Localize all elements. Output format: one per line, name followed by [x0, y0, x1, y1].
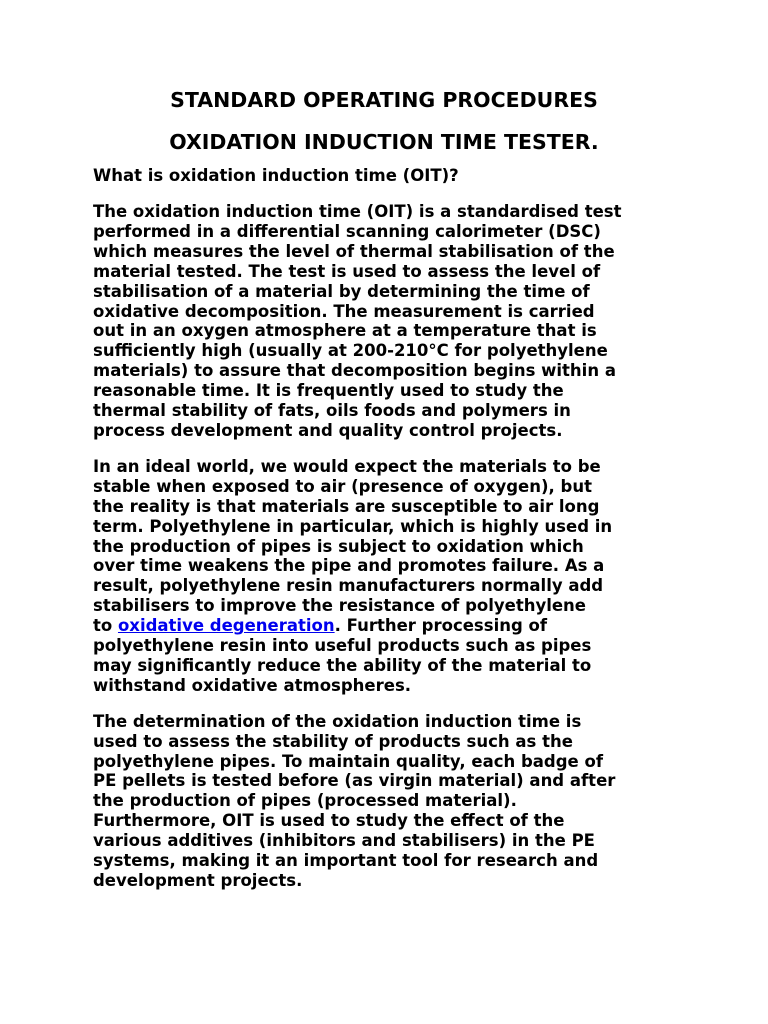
paragraph-line: out in an oxygen atmosphere at a temperature that is — [93, 321, 597, 341]
oxidative-degeneration-link[interactable]: oxidative degeneration — [117, 616, 335, 636]
paragraph-line: The oxidation induction time (OIT) is a standardised test — [93, 202, 622, 221]
paragraph-3 — [93, 712, 675, 891]
paragraph-line: may significantly reduce the ability of the material to — [93, 655, 592, 675]
paragraph-line: polyethylene resin into useful products such as pipes — [93, 636, 592, 656]
paragraph-line: result, polyethylene resin manufacturers normally add — [93, 576, 604, 596]
paragraph-1 — [93, 202, 675, 441]
paragraph-line-with-link — [93, 616, 675, 636]
paragraph-line: stable when exposed to air (presence of oxygen), but — [93, 476, 592, 496]
title-line-1: STANDARD OPERATING PROCEDURES — [170, 88, 598, 112]
paragraph-line: Furthermore, OIT is used to study the effect of the — [93, 811, 565, 831]
paragraph-line: used to assess the stability of products such as the — [93, 731, 573, 751]
paragraph-line: stabilisers to improve the resistance of polyethylene — [93, 596, 586, 616]
paragraph-line: process development and quality control projects. — [93, 420, 563, 440]
title-line-2: OXIDATION INDUCTION TIME TESTER. — [169, 130, 599, 154]
paragraph-line: performed in a differential scanning calorimeter (DSC) — [93, 221, 601, 241]
paragraph-line: oxidative decomposition. The measurement is carried — [93, 301, 595, 321]
paragraph-line: various additives (inhibitors and stabilisers) in the PE — [93, 831, 595, 851]
paragraph-line: term. Polyethylene in particular, which is highly used in — [93, 516, 613, 536]
paragraph-line: the production of pipes (processed material). — [93, 791, 517, 811]
section-question: What is oxidation induction time (OIT)? — [93, 166, 459, 185]
paragraph-line: reasonable time. It is frequently used to study the — [93, 381, 564, 401]
paragraph-line: withstand oxidative atmospheres. — [93, 675, 412, 695]
paragraph-line: materials) to assure that decomposition begins within a — [93, 361, 616, 381]
link-suffix: . Further processing of — [334, 616, 548, 636]
paragraph-line: the production of pipes is subject to oxidation which — [93, 536, 584, 556]
paragraph-line: over time weakens the pipe and promotes failure. As a — [93, 556, 605, 576]
paragraph-2 — [93, 457, 675, 696]
link-prefix: to — [93, 616, 118, 636]
paragraph-line: material tested. The test is used to assess the level of — [93, 261, 601, 281]
paragraph-line: which measures the level of thermal stabilisation of the — [93, 241, 615, 261]
document-page — [93, 86, 675, 891]
paragraph-line: development projects. — [93, 871, 303, 890]
paragraph-line: sufficiently high (usually at 200-210°C for polyethylene — [93, 341, 608, 361]
paragraph-line: The determination of the oxidation induction time is — [93, 711, 582, 731]
paragraph-line: polyethylene pipes. To maintain quality, each badge of — [93, 751, 604, 771]
paragraph-line: systems, making it an important tool for research and — [93, 851, 599, 871]
paragraph-line: PE pellets is tested before (as virgin material) and after — [93, 771, 616, 791]
paragraph-line: the reality is that materials are susceptible to air long — [93, 496, 600, 516]
paragraph-line: In an ideal world, we would expect the materials to be — [93, 456, 601, 476]
paragraph-line: stabilisation of a material by determining the time of — [93, 281, 590, 301]
paragraph-line: thermal stability of fats, oils foods and polymers in — [93, 401, 571, 421]
